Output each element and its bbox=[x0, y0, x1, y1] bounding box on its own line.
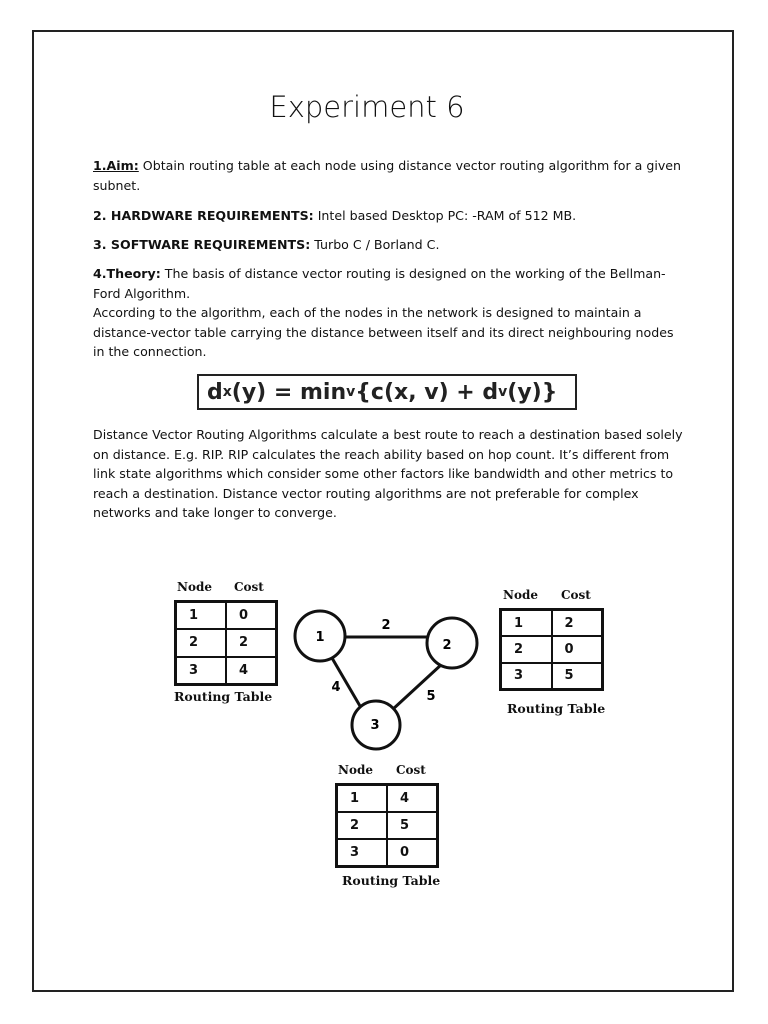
table-cell: 2 bbox=[501, 636, 552, 662]
table-cell: 3 bbox=[337, 839, 387, 866]
formula-sub-v-2: v bbox=[498, 384, 508, 400]
edge-1-3-weight: 4 bbox=[331, 680, 341, 695]
description-paragraph: Distance Vector Routing Algorithms calculate a best route to reach a destination based solely on distance. E.g. RIP. RIP calculates the reach ability based on hop count. It’s different from link state algorithms which consider some other factors like bandwidth and other metrics to reach a destination. Distance vector routing algorithms are not preferable for complex networks and take longer to converge. bbox=[93, 427, 683, 520]
aim-label: 1.Aim: bbox=[93, 158, 139, 173]
table-cell: 4 bbox=[387, 785, 437, 812]
table-cell: 0 bbox=[552, 636, 603, 662]
hardware-text: Intel based Desktop PC: -RAM of 512 MB. bbox=[313, 208, 577, 223]
routing-table-node-2 bbox=[499, 588, 611, 718]
routing-table-grid bbox=[499, 608, 604, 691]
routing-table-node-1 bbox=[174, 580, 284, 705]
node-2-label: 2 bbox=[442, 638, 452, 653]
formula-part-3: (y)} bbox=[507, 379, 558, 405]
table-cell: 2 bbox=[226, 629, 276, 656]
node-2-circle bbox=[427, 618, 477, 668]
formula-d: d bbox=[207, 379, 223, 405]
table-cell: 2 bbox=[552, 610, 603, 636]
table-cell: 2 bbox=[337, 812, 387, 839]
routing-table-node-3 bbox=[335, 763, 447, 893]
routing-table-caption: Routing Table bbox=[174, 689, 273, 704]
theory-label: 4.Theory: bbox=[93, 266, 161, 281]
node-1-label: 1 bbox=[315, 630, 325, 645]
page-title: Experiment 6 bbox=[269, 90, 465, 124]
cost-column-header: Cost bbox=[561, 588, 591, 602]
table-cell: 2 bbox=[176, 629, 226, 656]
edge-1-2-weight: 2 bbox=[381, 618, 391, 633]
table-cell: 1 bbox=[337, 785, 387, 812]
table-cell: 3 bbox=[176, 657, 226, 684]
formula-part-1: (y) = min bbox=[231, 379, 347, 405]
node-column-header: Node bbox=[177, 580, 212, 594]
theory-text-2: According to the algorithm, each of the nodes in the network is designed to maintain a distance-vector table carrying the distance between itself and its direct neighbouring nodes in the connection. bbox=[93, 305, 674, 359]
table-cell: 3 bbox=[501, 663, 552, 689]
table-cell: 0 bbox=[226, 602, 276, 629]
routing-table-caption: Routing Table bbox=[342, 873, 441, 888]
cost-column-header: Cost bbox=[234, 580, 264, 594]
table-cell: 1 bbox=[176, 602, 226, 629]
table-cell: 4 bbox=[226, 657, 276, 684]
hardware-label: 2. HARDWARE REQUIREMENTS: bbox=[93, 208, 314, 223]
node-column-header: Node bbox=[338, 763, 373, 777]
edge-2-3-weight: 5 bbox=[426, 689, 436, 704]
software-text: Turbo C / Borland C. bbox=[310, 237, 440, 252]
aim-text: Obtain routing table at each node using distance vector routing algorithm for a given subnet. bbox=[93, 158, 682, 193]
software-label: 3. SOFTWARE REQUIREMENTS: bbox=[93, 237, 311, 252]
formula-sub-x: x bbox=[222, 384, 232, 400]
table-cell: 0 bbox=[387, 839, 437, 866]
table-cell: 1 bbox=[501, 610, 552, 636]
node-column-header: Node bbox=[503, 588, 538, 602]
routing-table-grid bbox=[335, 783, 439, 868]
cost-column-header: Cost bbox=[396, 763, 426, 777]
routing-table-caption: Routing Table bbox=[507, 701, 606, 716]
node-3-label: 3 bbox=[370, 718, 380, 733]
formula-sub-v: v bbox=[346, 384, 356, 400]
table-cell: 5 bbox=[552, 663, 603, 689]
routing-table-grid bbox=[174, 600, 278, 686]
table-cell: 5 bbox=[387, 812, 437, 839]
theory-text-1: The basis of distance vector routing is designed on the working of the Bellman-Ford Algorithm. bbox=[93, 266, 666, 301]
formula-part-2: {c(x, v) + d bbox=[355, 379, 499, 405]
